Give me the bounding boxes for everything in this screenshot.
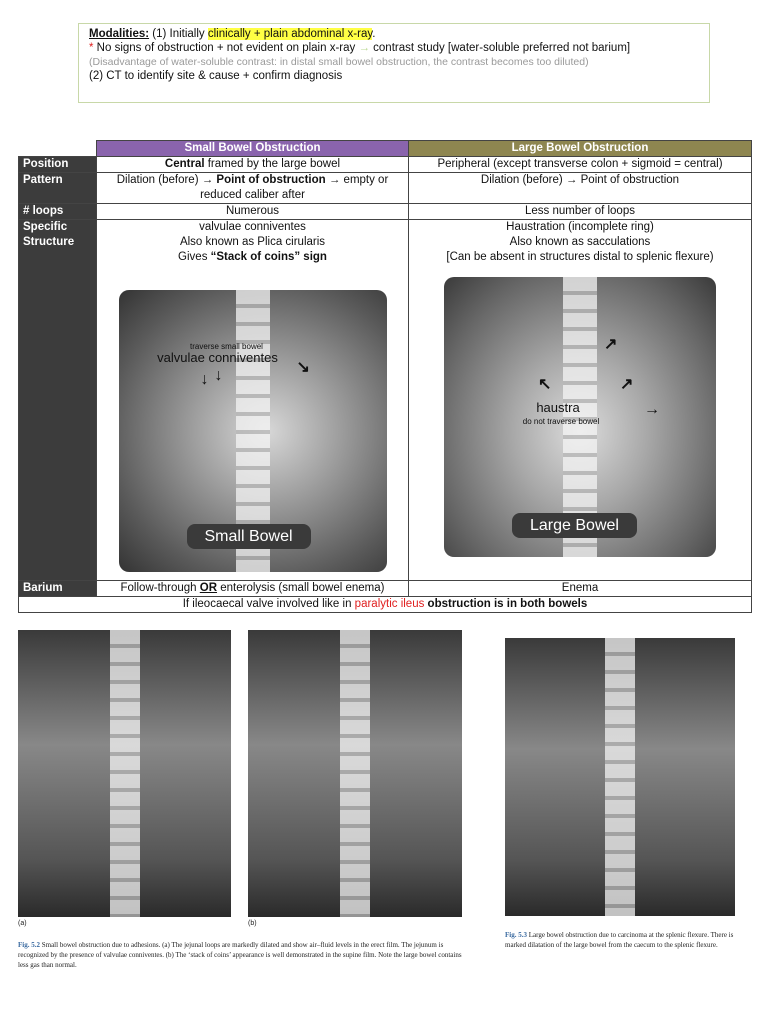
row-label-structure-2: Structure: [23, 236, 75, 248]
sbo-pattern-cell: [97, 173, 409, 204]
modalities-line1-end: .: [372, 28, 376, 40]
xray-figure-5-2b: [248, 630, 462, 917]
sbo-barium-bold: OR: [199, 582, 218, 594]
sbo-structure-line-3: [100, 250, 405, 265]
header-blank-cell: [19, 141, 97, 157]
lbo-structure-cell: [409, 220, 752, 581]
sbo-barium-text-b: enterolysis (small bowel enema): [217, 582, 385, 594]
arrow-up-right-icon: ↗: [620, 376, 634, 393]
table-footer-row: [19, 597, 752, 613]
sb-note-valvulae: valvulae conniventes: [157, 350, 278, 365]
table-row-loops: [19, 204, 752, 220]
row-label-position: Position: [19, 157, 97, 173]
spine-shape: [605, 638, 635, 916]
arrow-up-left-icon: ↖: [538, 376, 552, 393]
modalities-title: Modalities:: [89, 28, 150, 40]
stack-of-coins-label: “Stack of coins” sign: [210, 251, 327, 263]
spine-shape: [340, 630, 370, 917]
sb-note-traverse: traverse small bowel: [190, 342, 263, 351]
sbo-position-bold: Central: [164, 158, 205, 170]
sbo-pattern-text-b: → empty or reduced caliber after: [200, 174, 389, 201]
footer-note: [19, 597, 752, 613]
spine-shape: [110, 630, 140, 917]
row-label-structure: [19, 220, 97, 581]
xray-figure-5-3: [505, 638, 735, 916]
sbo-loops-cell: Numerous: [97, 204, 409, 220]
sbo-pattern-text-a: Dilation (before) →: [116, 174, 217, 186]
lbo-structure-line-3: [Can be absent in structures distal to splenic flexure): [446, 251, 714, 263]
table-row-barium: [19, 581, 752, 597]
lb-note-haustra: haustra: [536, 400, 580, 415]
row-label-barium: Barium: [19, 581, 97, 597]
sbo-pattern-bold: Point of obstruction: [216, 174, 326, 186]
large-bowel-xray-image: [444, 277, 716, 557]
table-row-structure: [19, 220, 752, 581]
sbo-barium-cell: [97, 581, 409, 597]
sbo-structure-line-1: valvulae conniventes: [199, 221, 306, 233]
figure-tag-a: (a): [18, 920, 27, 927]
modalities-line2-text-a: No signs of obstruction + not evident on plain x-ray: [93, 42, 359, 54]
modalities-line-4: (2) CT to identify site & cause + confirm diagnosis: [89, 70, 343, 82]
footer-text: If ileocaecal valve involved like in: [182, 598, 355, 610]
modalities-line-2: [89, 41, 699, 55]
sbo-position-cell: [97, 157, 409, 173]
table-header-row: [19, 141, 752, 157]
figure-5-2-caption: [18, 940, 468, 970]
figure-5-3-text: Large bowel obstruction due to carcinoma at the splenic flexure. There is marked dilatation of the large bowel from the caecum to the splenic flexure.: [505, 931, 734, 949]
arrow-down-icon: ↓: [214, 367, 223, 384]
footer-red-text: paralytic ileus: [354, 598, 425, 610]
figure-5-3-caption: [505, 930, 735, 950]
figure-5-2-label: Fig. 5.2: [18, 941, 40, 949]
arrow-right-icon: ↘: [296, 359, 310, 376]
lbo-barium-cell: Enema: [409, 581, 752, 597]
modalities-highlight: clinically + plain abdominal x-ray: [207, 28, 373, 40]
figure-5-3-label: Fig. 5.3: [505, 931, 527, 939]
modalities-line1-text: (1) Initially: [149, 28, 208, 40]
table-row-position: [19, 157, 752, 173]
lbo-pattern-cell: Dilation (before) → Point of obstruction: [409, 173, 752, 204]
modalities-box: [78, 23, 710, 103]
footer-bold-text: obstruction is in both bowels: [424, 598, 588, 610]
modalities-line2-text-b: contrast study [water-soluble preferred not barium]: [369, 42, 631, 54]
comparison-table: [18, 140, 752, 613]
modalities-line-3: (Disadvantage of water-soluble contrast: in distal small bowel obstruction, the contrast becomes too diluted): [89, 56, 589, 68]
lbo-position-cell: Peripheral (except transverse colon + sigmoid = central): [409, 157, 752, 173]
small-bowel-image-label: Small Bowel: [187, 524, 311, 549]
sbo-structure-line-2: Also known as Plica cirularis: [179, 236, 326, 248]
sbo-structure-cell: [97, 220, 409, 581]
lbo-structure-line-1: Haustration (incomplete ring): [506, 221, 654, 233]
lb-note-not-traverse: do not traverse bowel: [522, 417, 600, 426]
xray-figure-5-2a: [18, 630, 231, 917]
row-label-loops: # loops: [19, 204, 97, 220]
header-large-bowel: Large Bowel Obstruction: [409, 141, 752, 157]
lbo-loops-cell: Less number of loops: [409, 204, 752, 220]
modalities-line-1: [89, 27, 699, 41]
sbo-barium-text-a: Follow-through: [120, 582, 200, 594]
figure-tag-b: (b): [248, 920, 257, 927]
header-small-bowel: Small Bowel Obstruction: [97, 141, 409, 157]
table-row-pattern: [19, 173, 752, 204]
row-label-structure-1: Specific: [23, 221, 68, 233]
sbo-structure-line-3-pre: Gives: [178, 251, 211, 263]
row-label-pattern: Pattern: [19, 173, 97, 204]
arrow-right-icon: →: [358, 42, 370, 54]
lbo-structure-line-2: Also known as sacculations: [509, 236, 651, 248]
arrow-up-right-icon: ↗: [604, 336, 618, 353]
small-bowel-xray-image: [119, 290, 387, 572]
sbo-position-text: framed by the large bowel: [204, 158, 341, 170]
arrow-right-icon: →: [644, 401, 660, 418]
large-bowel-image-label: Large Bowel: [512, 513, 637, 538]
figure-5-2-text: Small bowel obstruction due to adhesions. (a) The jejunal loops are markedly dilated and show air–fluid levels in the erect film. The jejunum is recognized by the presence of valvulae conniventes. (b) The ‘stack of coins’ appearance is well demonstrated in the supine film. Note the large bowel contains less gas than normal.: [18, 941, 462, 969]
arrow-down-icon: ↓: [200, 371, 209, 388]
asterisk-icon: *: [89, 42, 94, 54]
